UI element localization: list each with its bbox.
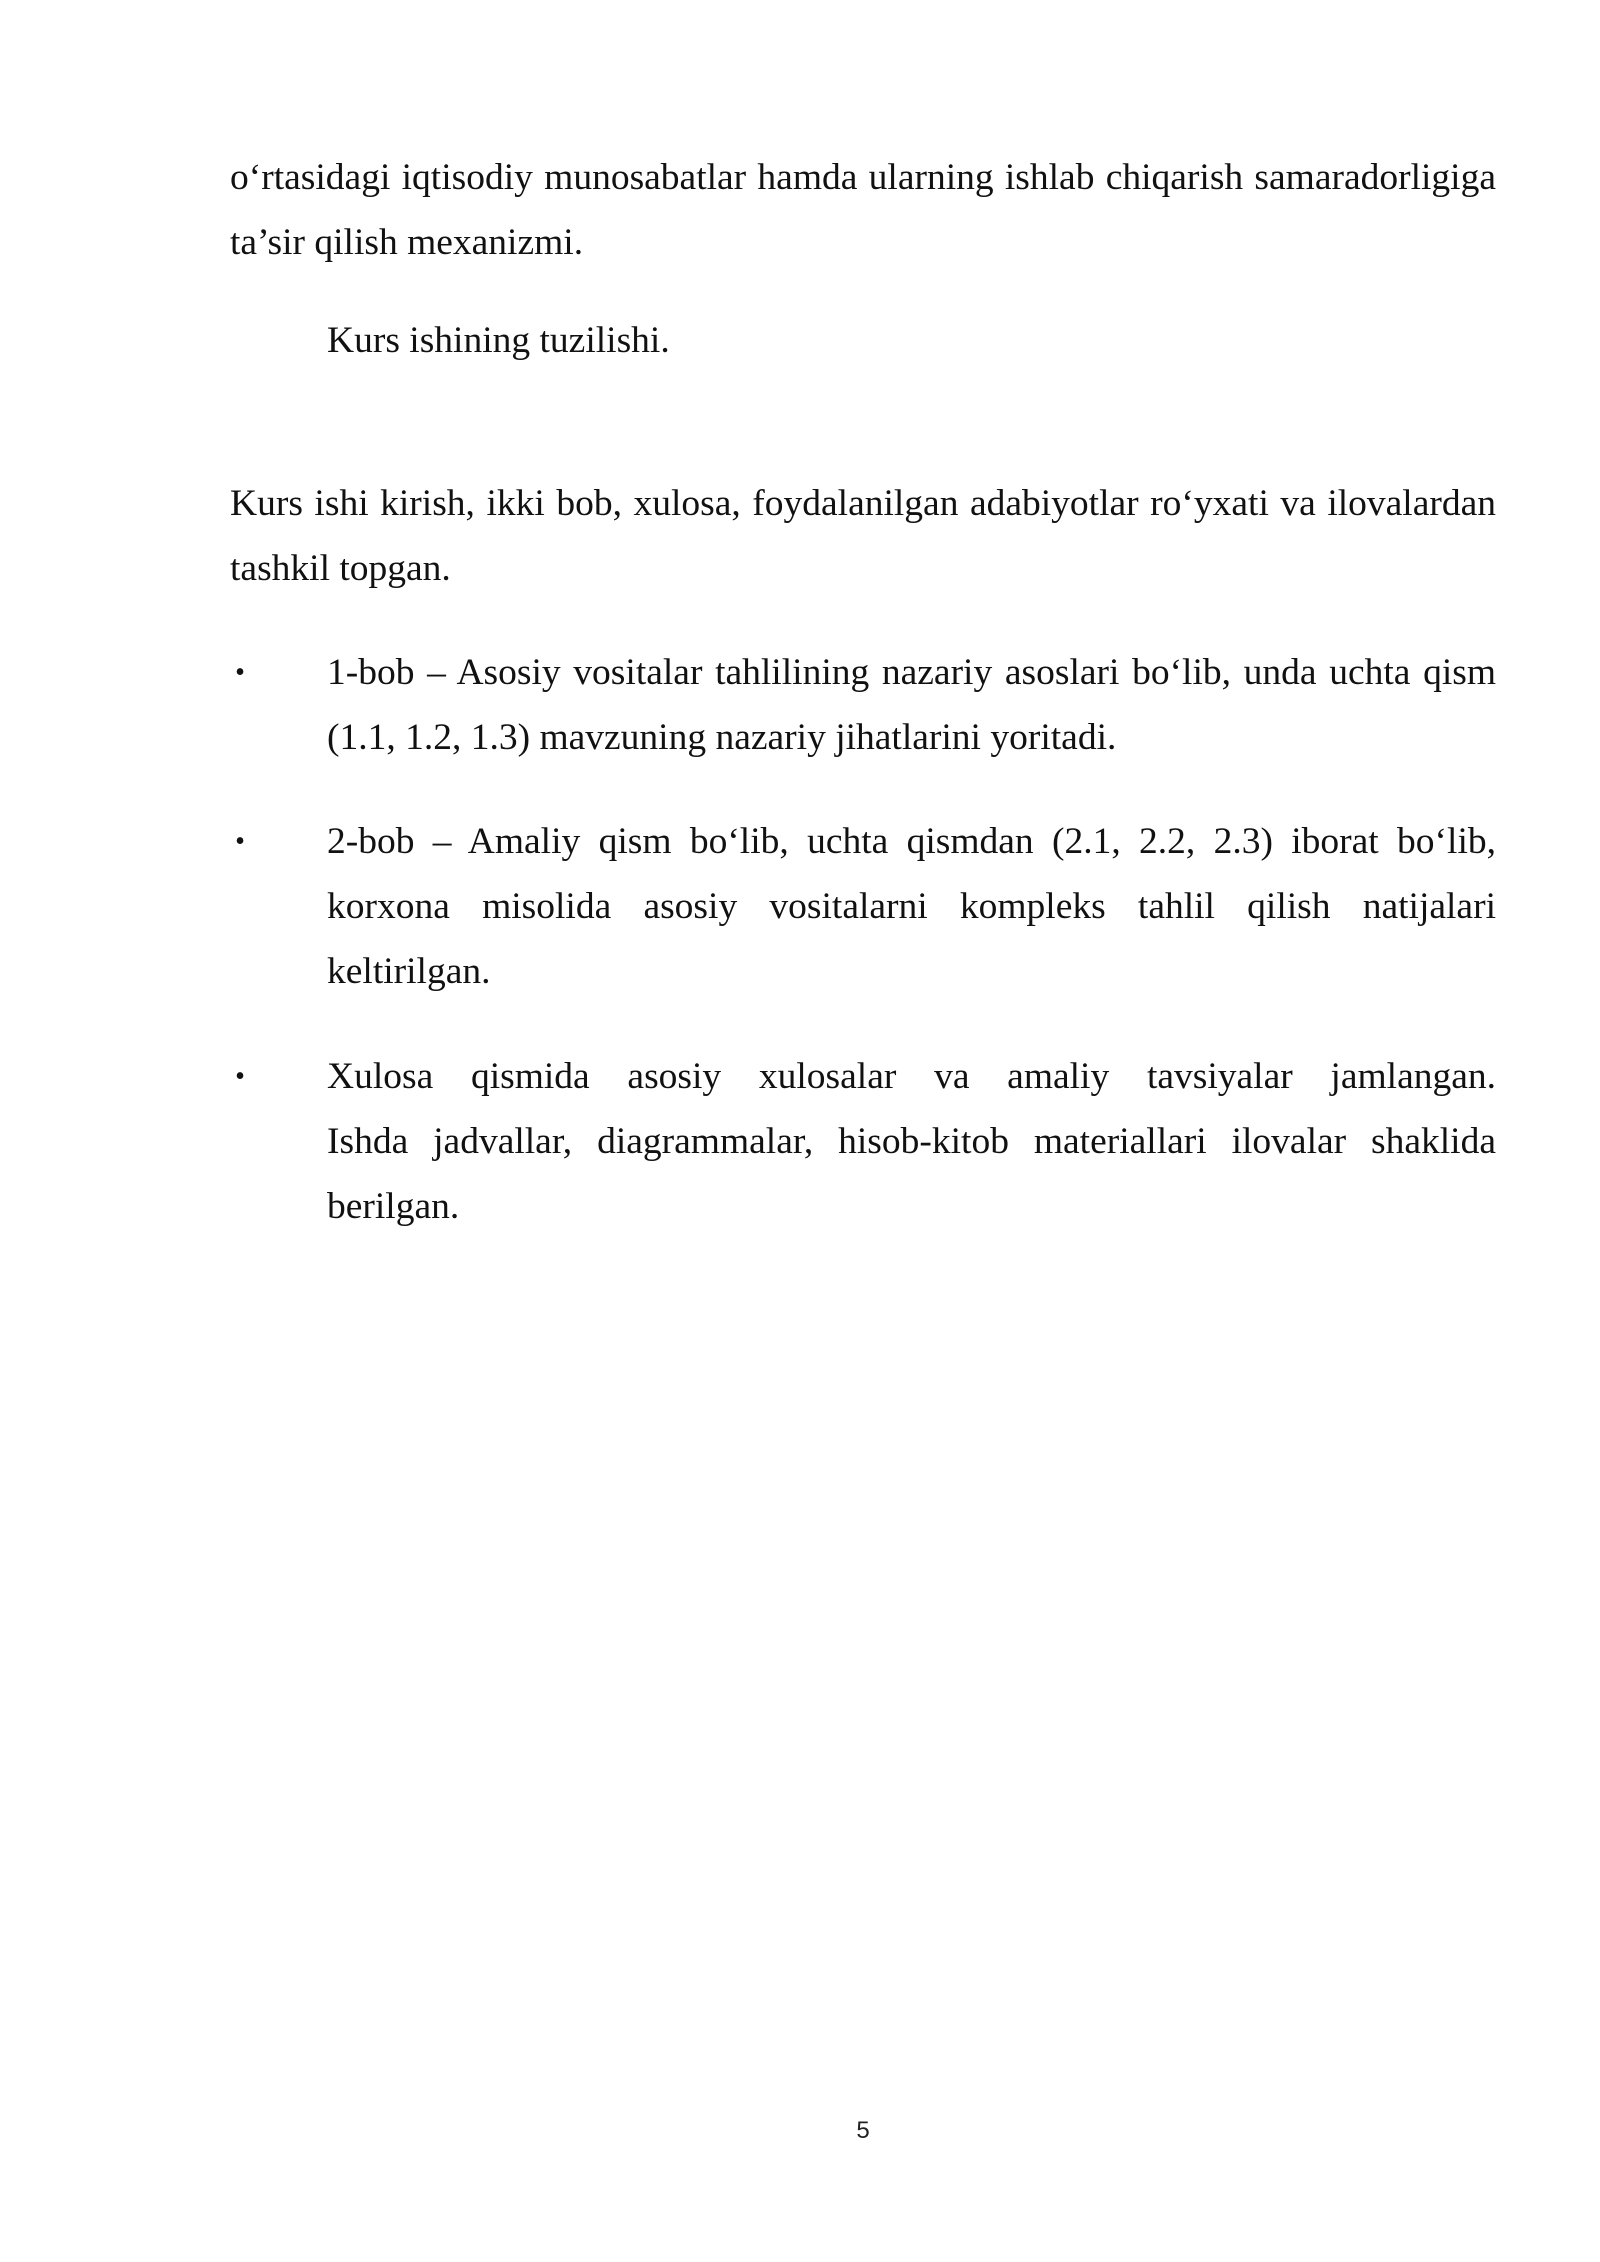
bullet-marker: • — [235, 1061, 245, 1092]
text-line: 2-bob – Amaliy qism bo‘lib, uchta qismdan (2.1, 2.2, 2.3) iborat bo‘lib, — [327, 821, 1496, 862]
text-line: tashkil topgan. — [230, 548, 451, 589]
text-line: korxona misolida asosiy vositalarni kompleks tahlil qilish natijalari — [327, 886, 1496, 927]
text-line: (1.1, 1.2, 1.3) mavzuning nazariy jihatlarini yoritadi. — [327, 717, 1117, 758]
text-line: Xulosa qismida asosiy xulosalar va amaliy tavsiyalar jamlangan. — [327, 1056, 1496, 1097]
text-line: ta’sir qilish mexanizmi. — [230, 222, 584, 263]
list-item — [235, 809, 1496, 1004]
structure-heading: Kurs ishining tuzilishi. — [327, 320, 670, 361]
text-line: Ishda jadvallar, diagrammalar, hisob-kitob materiallari ilovalar shaklida — [327, 1121, 1496, 1162]
list-item — [235, 640, 1496, 770]
text-line: berilgan. — [327, 1186, 460, 1227]
bullet-marker: • — [235, 826, 245, 857]
list-item — [235, 1044, 1496, 1239]
intro-paragraph — [230, 145, 1496, 275]
text-line: keltirilgan. — [327, 951, 491, 992]
text-line: o‘rtasidagi iqtisodiy munosabatlar hamda ularning ishlab chiqarish samaradorligiga — [230, 157, 1496, 198]
bullet-marker: • — [235, 657, 245, 688]
structure-summary-paragraph — [230, 471, 1496, 601]
text-line: Kurs ishi kirish, ikki bob, xulosa, foydalanilgan adabiyotlar ro‘yxati va ilovalardan — [230, 483, 1496, 524]
page-number: 5 — [856, 2117, 870, 2144]
text-line: 1-bob – Asosiy vositalar tahlilining nazariy asoslari bo‘lib, unda uchta qism — [327, 652, 1496, 693]
